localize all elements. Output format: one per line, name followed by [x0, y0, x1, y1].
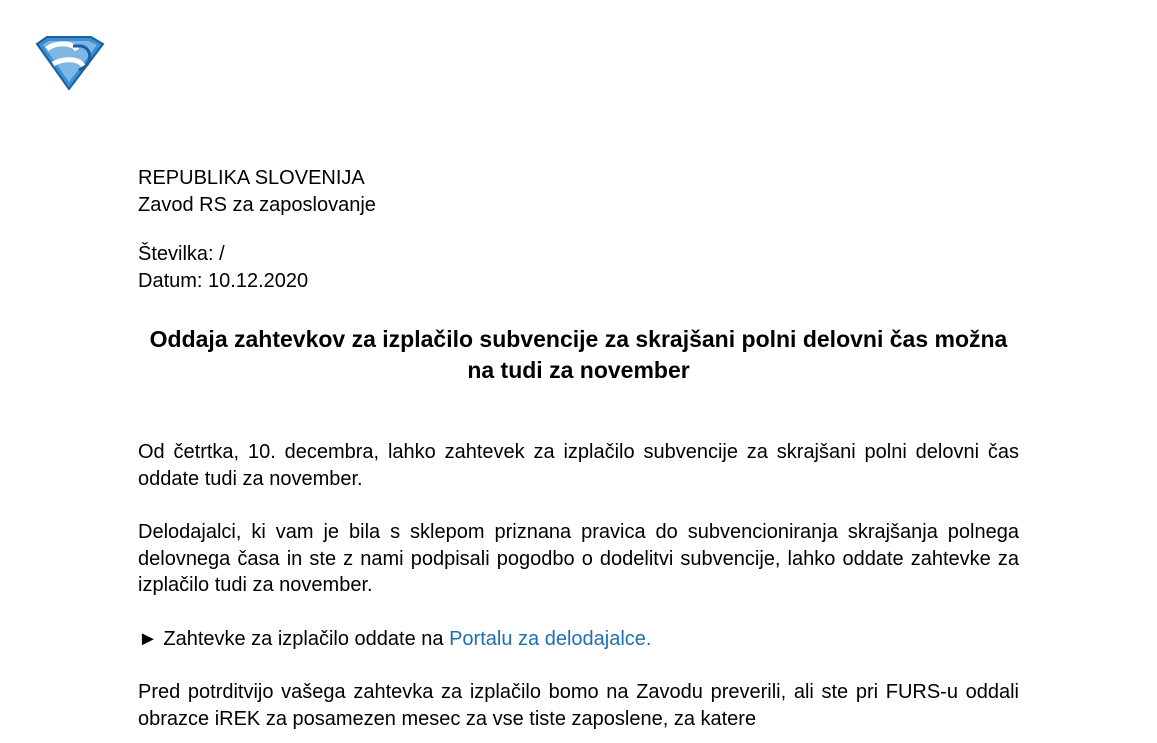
paragraph-2: Delodajalci, ki vam je bila s sklepom priznana pravica do subvencioniranja skrajšanja polnega delovnega časa in ste z nami podpisali pogodbo o dodelitvi subvencije, lahko oddate zahtevke za izplačilo tudi za november.: [138, 521, 1019, 596]
document-body: [138, 165, 1019, 732]
header-agency: Zavod RS za zaposlovanje: [138, 194, 376, 216]
portal-prefix: ► Zahtevke za izplačilo oddate na: [138, 627, 450, 650]
document-date: Datum: 10.12.2020: [138, 270, 309, 292]
document-title: Oddaja zahtevkov za izplačilo subvencije za skrajšani polni delovni čas možna na tudi za november: [149, 326, 1008, 383]
paragraph-portal: [138, 626, 1019, 653]
paragraph-1: Od četrtka, 10. decembra, lahko zahtevek za izplačilo subvencije za skrajšani polni delovni čas oddate tudi za november.: [138, 441, 1019, 490]
portal-link[interactable]: Portalu za delodajalce.: [449, 627, 652, 650]
document-number: Številka: /: [138, 243, 225, 265]
header-country: REPUBLIKA SLOVENIJA: [138, 167, 365, 189]
logo-icon: [33, 36, 105, 90]
paragraph-4: Pred potrditvijo vašega zahtevka za izplačilo bomo na Zavodu preverili, ali ste pri FURS-u oddali obrazce iREK za posamezen mesec za vse tiste zaposlene, za katere: [138, 681, 1019, 730]
